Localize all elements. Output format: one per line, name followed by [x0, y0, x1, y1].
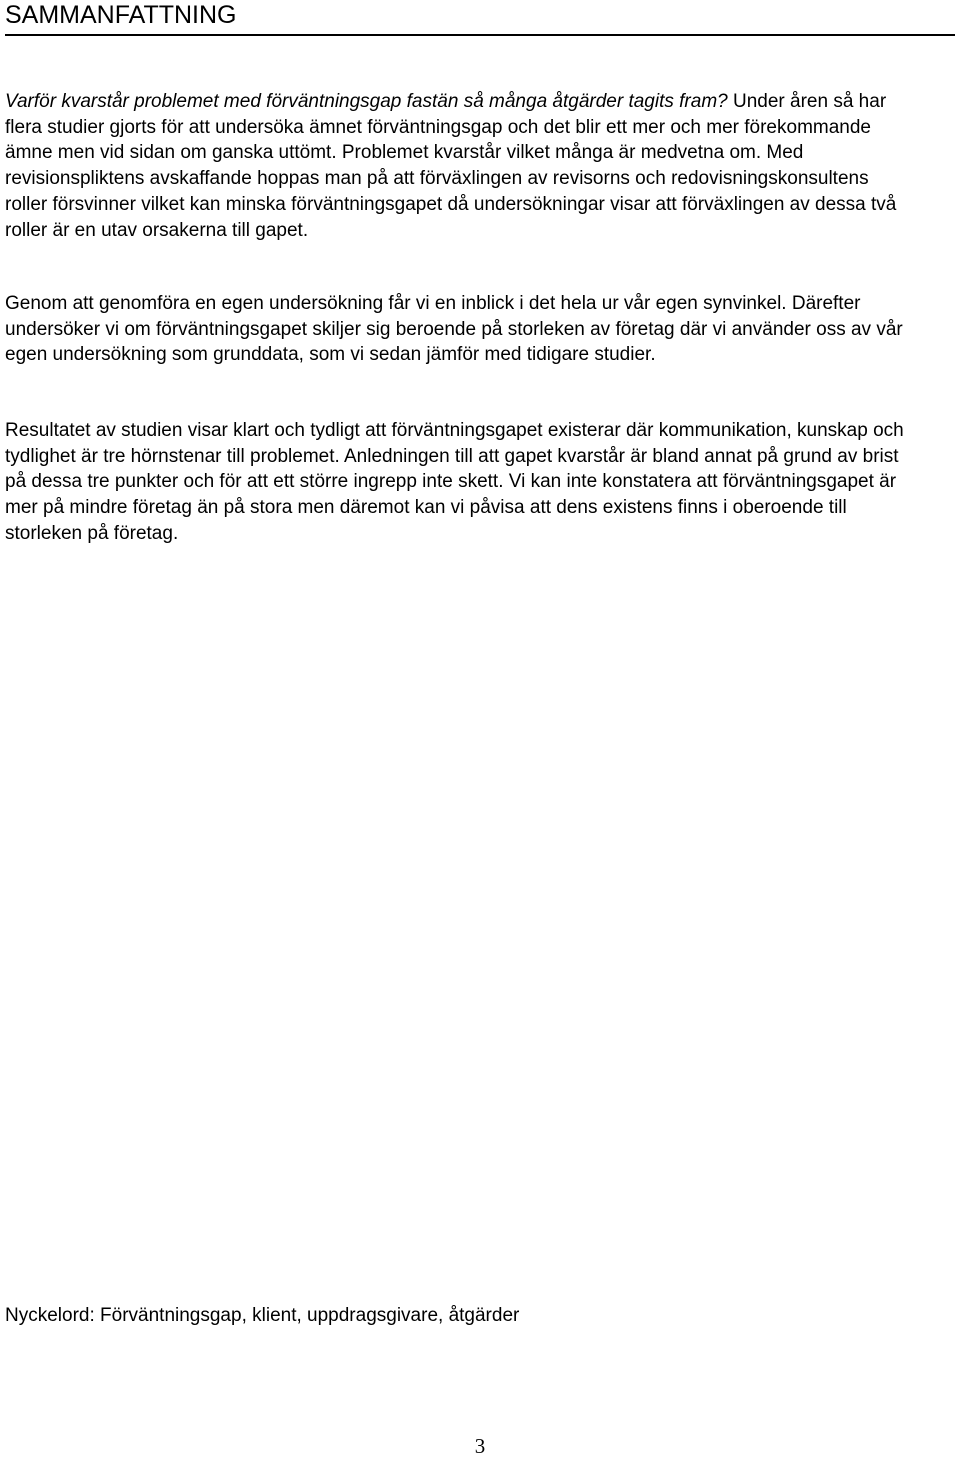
summary-paragraph-1-text: Under åren så har flera studier gjorts för att undersöka ämnet förväntningsgap och det blir ett mer och mer förekommande ämne men vid sidan om ganska uttömt. Problemet kvarstår vilket många är medvetna om. Med revisionspliktens avskaffande hoppas man på att förväxlingen av revisorns och redovisningskonsultens roller försvinner vilket kan minska förväntningsgapet då undersökningar visar att förväxlingen av dessa två roller är en utav orsakerna till gapet. [5, 91, 897, 241]
page-heading: SAMMANFATTNING [5, 0, 955, 36]
summary-paragraph-2: Genom att genomföra en egen undersökning får vi en inblick i det hela ur vår egen synvinkel. Därefter undersöker vi om förväntningsgapet skiljer sig beroende på storleken av företag där vi använder oss av vår egen undersökning som grunddata, som vi sedan jämför med tidigare studier. [5, 293, 903, 366]
summary-paragraph-3: Resultatet av studien visar klart och tydligt att förväntningsgapet existerar där kommunikation, kunskap och tydlighet är tre hörnstenar till problemet. Anledningen till att gapet kvarstår är bland annat på grund av brist på dessa tre punkter och för att ett större ingrepp inte skett. Vi kan inte konstatera att förväntningsgapet är mer på mindre företag än på stora men däremot kan vi påvisa att dens existens finns i oberoende till storleken på företag. [5, 420, 904, 544]
keywords-line: Nyckelord: Förväntningsgap, klient, uppdragsgivare, åtgärder [5, 1305, 520, 1326]
research-question: Varför kvarstår problemet med förväntningsgap fastän så många åtgärder tagits fram? [5, 91, 728, 112]
page-number: 3 [474, 1434, 486, 1458]
summary-paragraph-1 [5, 89, 905, 243]
